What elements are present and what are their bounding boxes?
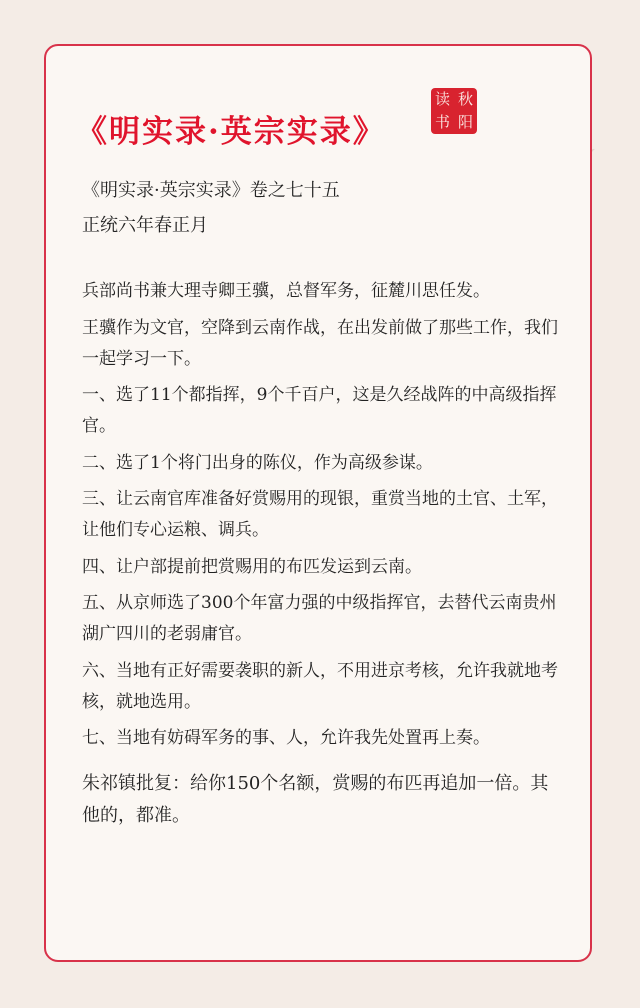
article-card — [44, 44, 592, 962]
emperor-reply: 朱祁镇批复：给你150个名额，赏赐的布匹再追加一倍。其他的，都准。 — [82, 773, 549, 826]
seal-stamp — [431, 88, 477, 134]
paragraph: 兵部尚书兼大理寺卿王骥，总督军务，征麓川思任发。 — [82, 281, 490, 301]
subtitle-date: 正统六年春正月 — [82, 215, 208, 236]
seal-char: 书 — [434, 113, 450, 131]
seal-char: 秋 — [457, 90, 473, 108]
paragraph: 王骥作为文官，空降到云南作战，在出发前做了那些工作，我们一起学习一下。 — [82, 317, 558, 369]
paragraph: 五、从京师选了300个年富力强的中级指挥官，去替代云南贵州湖广四川的老弱庸官。 — [82, 593, 557, 644]
seal-char: 阳 — [457, 113, 473, 131]
paragraph: 四、让户部提前把赏赐用的布匹发运到云南。 — [82, 556, 422, 577]
subtitle-volume: 《明实录·英宗实录》卷之七十五 — [82, 180, 340, 201]
paragraph: 一、选了11个都指挥，9个千百户，这是久经战阵的中高级指挥官。 — [82, 385, 557, 436]
paragraph: 七、当地有妨碍军务的事、人，允许我先处置再上奏。 — [82, 728, 490, 748]
article-body — [82, 276, 560, 760]
paragraph: 三、让云南官库准备好赏赐用的现银，重赏当地的土官、土军，让他们专心运粮、调兵。 — [82, 489, 558, 540]
seal-char: 读 — [434, 90, 450, 108]
paragraph: 六、当地有正好需要袭职的新人，不用进京考核，允许我就地考核，就地选用。 — [82, 660, 558, 712]
page-title: 《明实录·英宗实录》 — [76, 114, 386, 150]
paragraph: 二、选了1个将门出身的陈仪，作为高级参谋。 — [82, 452, 433, 473]
